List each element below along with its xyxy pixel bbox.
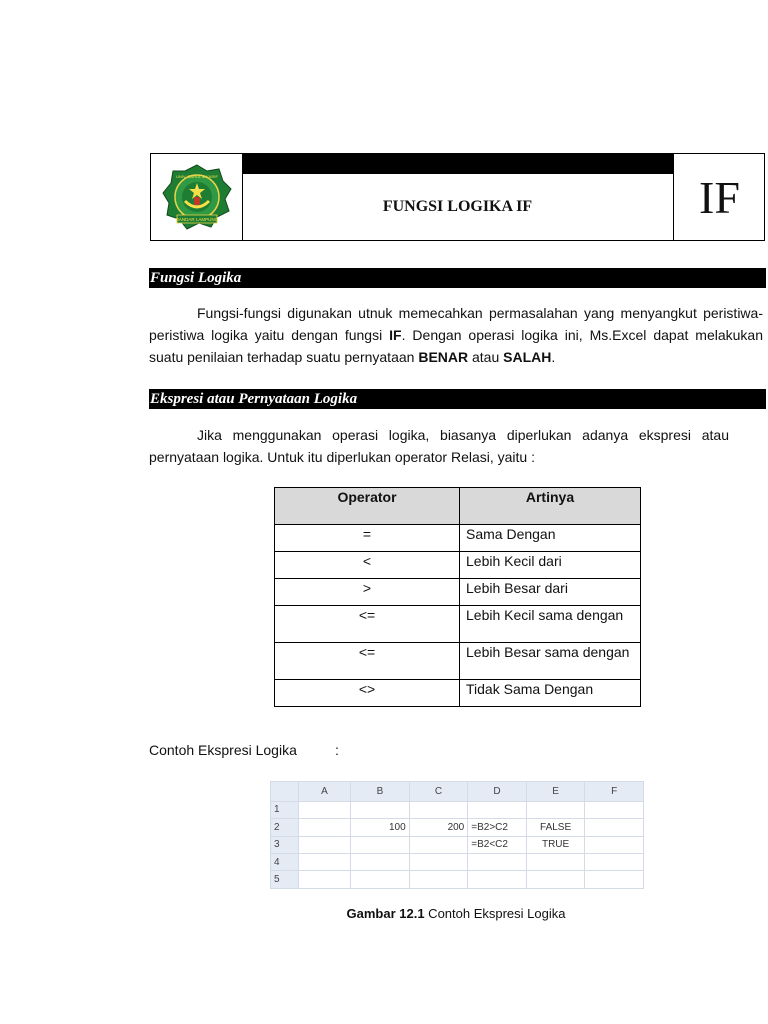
- sheet-cell: [409, 854, 468, 871]
- p1-bold-benar: BENAR: [418, 349, 469, 365]
- row-header: 1: [271, 801, 299, 818]
- sheet-cell: [526, 801, 585, 818]
- meaning-cell: Lebih Kecil dari: [460, 552, 641, 579]
- sheet-cell: 100: [351, 819, 410, 836]
- p1-bold-salah: SALAH: [503, 349, 552, 365]
- meaning-cell: Lebih Kecil sama dengan: [460, 606, 641, 643]
- sheet-cell: [468, 854, 527, 871]
- column-header: D: [468, 782, 527, 802]
- header-artinya: Artinya: [460, 488, 641, 525]
- column-header: F: [585, 782, 644, 802]
- sheet-cell: [468, 871, 527, 889]
- chapter-code: IF: [673, 154, 765, 240]
- sheet-cell: [409, 801, 468, 818]
- section2-paragraph: [149, 424, 729, 468]
- sheet-cell: [351, 871, 410, 889]
- sheet-cell: [351, 854, 410, 871]
- sheet-cell: [468, 801, 527, 818]
- logo-text-top: UNIV. DARUL MA'ARIF: [175, 174, 218, 179]
- p1-text-b: . Dengan operasi logika ini, Ms.Excel dapat melakukan suatu penilaian terhadap suatu pernyataan: [149, 327, 764, 365]
- sheet-cell: [526, 854, 585, 871]
- logo-text-bottom: BANDAR LAMPUNG: [175, 217, 218, 222]
- sheet-cell: =B2<C2: [468, 836, 527, 853]
- sheet-cell: [298, 836, 350, 853]
- operator-table-header: [275, 488, 641, 525]
- page-title: FUNGSI LOGIKA IF: [382, 198, 533, 215]
- meaning-cell: Tidak Sama Dengan: [460, 680, 641, 707]
- operator-cell: <=: [275, 606, 460, 643]
- sheet-row: [271, 836, 644, 853]
- sheet-cell: [585, 801, 644, 818]
- sheet-column-headers: [271, 782, 644, 802]
- column-header: E: [526, 782, 585, 802]
- sheet-row: [271, 871, 644, 889]
- contoh-label-row: [149, 742, 339, 758]
- sheet-cell: [298, 801, 350, 818]
- meaning-cell: Lebih Besar dari: [460, 579, 641, 606]
- p1-bold-if: IF: [389, 327, 402, 343]
- p2-text: Jika menggunakan operasi logika, biasanya diperlukan adanya ekspresi atau pernyataan logika. Untuk itu diperlukan operator Relasi, yaitu :: [149, 427, 729, 465]
- figure-caption: [0, 906, 768, 921]
- section-heading-fungsi-logika: Fungsi Logika: [149, 268, 766, 288]
- meaning-cell: Sama Dengan: [460, 525, 641, 552]
- table-row: [275, 643, 641, 680]
- p1-text-d: .: [551, 349, 556, 365]
- sheet-cell: [298, 854, 350, 871]
- p1-text-c: atau: [468, 349, 504, 365]
- university-logo: [161, 163, 233, 231]
- section-heading-ekspresi: Ekspresi atau Pernyataan Logika: [149, 389, 766, 409]
- column-header: B: [351, 782, 410, 802]
- sheet-cell: [585, 854, 644, 871]
- operator-cell: <>: [275, 680, 460, 707]
- header-box: [150, 153, 765, 241]
- title-bar: [242, 154, 673, 174]
- sheet-row: [271, 854, 644, 871]
- contoh-label: Contoh Ekspresi Logika: [149, 742, 297, 758]
- sheet-row: [271, 819, 644, 836]
- operator-cell: <=: [275, 643, 460, 680]
- row-header: 3: [271, 836, 299, 853]
- section1-paragraph: [149, 302, 763, 368]
- caption-number: Gambar 12.1: [346, 906, 425, 921]
- title-cell: [242, 154, 673, 240]
- spreadsheet-figure: [270, 781, 644, 889]
- sheet-cell: 200: [409, 819, 468, 836]
- caption-text: Contoh Ekspresi Logika: [424, 906, 566, 921]
- sheet-cell: [585, 836, 644, 853]
- operator-cell: >: [275, 579, 460, 606]
- sheet-cell: [585, 819, 644, 836]
- sheet-cell: [409, 836, 468, 853]
- operator-cell: <: [275, 552, 460, 579]
- logo-cell: [151, 154, 243, 240]
- sheet-cell: [298, 871, 350, 889]
- sheet-corner: [271, 782, 299, 802]
- sheet-cell: [409, 871, 468, 889]
- p1-text-a: Fungsi-fungsi digunakan utnuk memecahkan permasalahan yang menyangkut peristiwa- peristiwa logika yaitu dengan fungsi: [149, 305, 763, 343]
- row-header: 2: [271, 819, 299, 836]
- sheet-cell: [351, 836, 410, 853]
- table-row: [275, 606, 641, 643]
- sheet-cell: [298, 819, 350, 836]
- sheet-cell: [585, 871, 644, 889]
- sheet-cell: [351, 801, 410, 818]
- operator-table: [274, 487, 641, 707]
- sheet-cell: [526, 871, 585, 889]
- sheet-row: [271, 801, 644, 818]
- operator-cell: =: [275, 525, 460, 552]
- table-row: [275, 579, 641, 606]
- row-header: 4: [271, 854, 299, 871]
- table-row: [275, 552, 641, 579]
- table-row: [275, 525, 641, 552]
- header-operator: Operator: [275, 488, 460, 525]
- column-header: A: [298, 782, 350, 802]
- meaning-cell: Lebih Besar sama dengan: [460, 643, 641, 680]
- table-row: [275, 680, 641, 707]
- row-header: 5: [271, 871, 299, 889]
- sheet-cell: FALSE: [526, 819, 585, 836]
- sheet-cell: =B2>C2: [468, 819, 527, 836]
- column-header: C: [409, 782, 468, 802]
- contoh-colon: :: [335, 742, 339, 758]
- sheet-cell: TRUE: [526, 836, 585, 853]
